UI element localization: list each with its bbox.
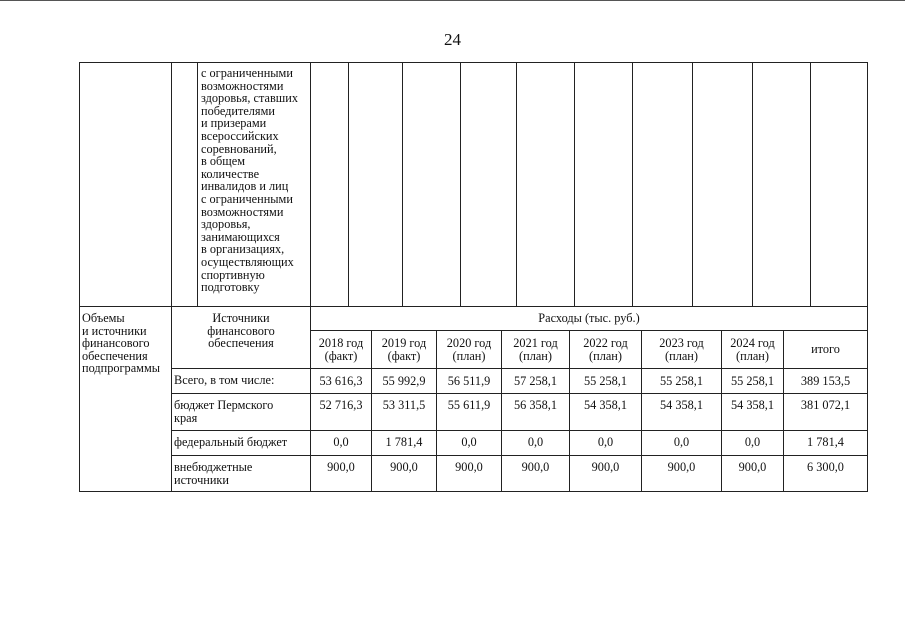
row-label: Всего, в том числе:: [174, 373, 275, 387]
indicator-line: победителями: [201, 103, 275, 118]
value-cell: 54 358,1: [583, 398, 628, 412]
row-label: [174, 399, 273, 424]
indicator-line: инвалидов и лиц: [201, 179, 289, 194]
year-label: 2019 год: [381, 335, 427, 350]
total-cell: 381 072,1: [800, 398, 851, 412]
value-cell: 56 358,1: [513, 398, 558, 412]
value-cell: 55 611,9: [447, 398, 491, 412]
value-cell: 56 511,9: [447, 374, 491, 388]
indicator-line: возможностями: [201, 204, 284, 219]
value-cell: 53 616,3: [319, 374, 363, 388]
total-cell: 389 153,5: [800, 374, 851, 388]
year-type: (план): [665, 348, 698, 363]
value-cell: 55 258,1: [583, 374, 628, 388]
row-label: федеральный бюджет: [174, 435, 288, 449]
value-cell: 900,0: [667, 460, 696, 474]
indicator-line: всероссийских: [201, 128, 279, 143]
indicator-line: возможностями: [201, 78, 284, 93]
funding-label-line: обеспечения: [82, 348, 148, 363]
value-cell: 0,0: [527, 435, 544, 449]
year-type: (план): [736, 348, 769, 363]
total-cell: 1 781,4: [807, 435, 844, 449]
indicator-line: в организациях,: [201, 242, 285, 257]
value-cell: 900,0: [591, 460, 620, 474]
year-header-2023: [642, 331, 721, 368]
sources-header-line: финансового: [207, 323, 275, 338]
row-label-line: края: [174, 410, 198, 425]
value-cell: 0,0: [673, 435, 690, 449]
indicator-line: с ограниченными: [201, 191, 293, 206]
total-cell: 6 300,0: [807, 460, 844, 474]
value-cell: 900,0: [521, 460, 550, 474]
year-header-2018: [311, 331, 371, 368]
funding-label-line: финансового: [82, 336, 150, 351]
value-cell: 0,0: [744, 435, 761, 449]
indicator-line: в общем: [201, 154, 245, 169]
indicator-line: и призерами: [201, 116, 267, 131]
year-label: 2023 год: [659, 335, 704, 350]
value-cell: 55 258,1: [659, 374, 704, 388]
year-header-2019: [372, 331, 436, 368]
year-header-2022: [570, 331, 641, 368]
value-cell: 900,0: [390, 460, 418, 474]
year-label: 2020 год: [446, 335, 492, 350]
year-header-2024: [722, 331, 783, 368]
row-label: [174, 461, 252, 486]
year-type: (план): [589, 348, 622, 363]
value-cell: 53 311,5: [382, 398, 426, 412]
funding-label-line: и источники: [82, 323, 147, 338]
value-cell: 900,0: [455, 460, 483, 474]
indicator-line: подготовку: [201, 280, 260, 295]
value-cell: 0,0: [333, 435, 349, 449]
year-label: 2022 год: [583, 335, 628, 350]
expenses-header: Расходы (тыс. руб.): [538, 311, 640, 326]
value-cell: 57 258,1: [513, 374, 558, 388]
funding-section-label: [82, 312, 160, 375]
indicator-line: спортивную: [201, 267, 265, 282]
indicator-line: здоровья,: [201, 217, 251, 232]
value-cell: 52 716,3: [319, 398, 363, 412]
row-label-line: источники: [174, 472, 229, 487]
year-header-2020: [437, 331, 501, 368]
indicator-line: с ограниченными: [201, 66, 293, 80]
indicator-description: [201, 67, 298, 294]
value-cell: 55 992,9: [382, 374, 426, 388]
funding-label-line: Объемы: [82, 311, 125, 325]
row-label-line: бюджет Пермского: [174, 398, 274, 412]
value-cell: 55 258,1: [730, 374, 775, 388]
year-header-2021: [502, 331, 569, 368]
indicator-line: здоровья, ставших: [201, 91, 299, 106]
year-type: (факт): [324, 348, 358, 363]
sources-header: [172, 312, 310, 350]
value-cell: 900,0: [327, 460, 355, 474]
page-number: 24: [444, 30, 461, 49]
indicator-line: занимающихся: [201, 229, 280, 244]
year-type: (факт): [387, 348, 421, 363]
indicator-line: соревнований,: [201, 141, 277, 156]
row-label-line: внебюджетные: [174, 460, 253, 474]
value-cell: 900,0: [738, 460, 767, 474]
value-cell: 54 358,1: [730, 398, 775, 412]
value-cell: 0,0: [461, 435, 477, 449]
total-column-header: итого: [811, 342, 840, 357]
page-top-edge: [0, 0, 905, 1]
indicator-line: количестве: [201, 166, 260, 181]
value-cell: 0,0: [597, 435, 614, 449]
sources-header-line: обеспечения: [208, 336, 274, 351]
year-type: (план): [452, 348, 486, 363]
year-type: (план): [519, 348, 552, 363]
year-label: 2018 год: [318, 335, 364, 350]
sources-header-line: Источники: [212, 311, 270, 325]
indicator-line: осуществляющих: [201, 254, 294, 269]
year-label: 2021 год: [513, 335, 558, 350]
value-cell: 1 781,4: [385, 435, 423, 449]
year-label: 2024 год: [730, 335, 775, 350]
value-cell: 54 358,1: [659, 398, 704, 412]
funding-label-line: подпрограммы: [82, 361, 160, 376]
